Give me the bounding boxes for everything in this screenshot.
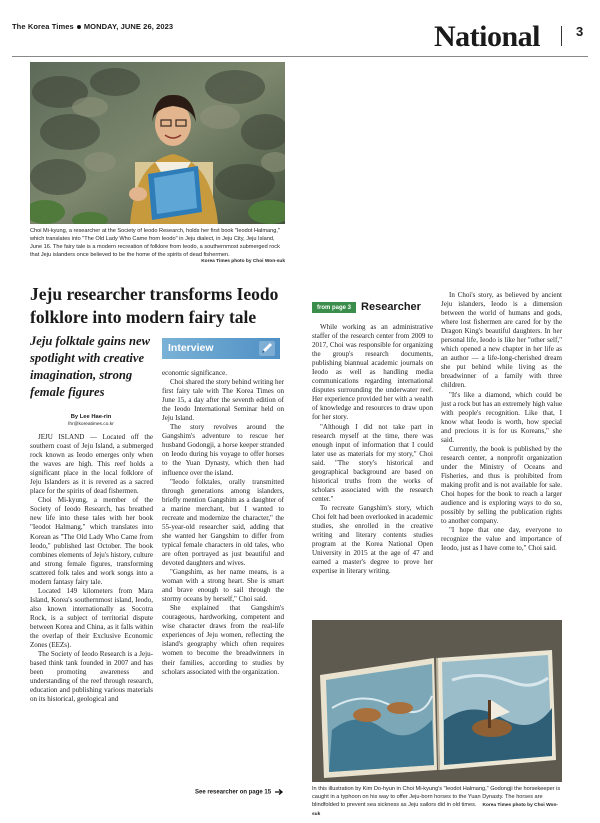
paragraph: "Ieodo folktales, orally transmitted through generations among islanders, briefly mention Gangshim as a daughter of a marine merchant, but I wanted to recreate and modernize the character," the 55-year-old researcher said, adding that she wanted her Gangshim to differ from typical female characters in old tales, who are often portrayed as just beautiful and devoted daughters and wives.	[162, 477, 284, 567]
author-name: By Lee Hae-rin	[70, 414, 112, 420]
banner-label: Interview	[168, 342, 214, 354]
paragraph: She explained that Gangshim's courageous, hardworking, competent and wise character draws from the real-life experiences of Jeju women, reflecting the island's geography which often requires women to become the breadwinners in their families, according to studies by scholars associated with the organization.	[162, 604, 284, 676]
book-illustration-photo	[312, 620, 562, 782]
photo-credit: Korea Times photo by Choi Won-suk	[201, 259, 285, 264]
article-column-1	[30, 433, 153, 704]
paragraph: economic significance.	[162, 369, 227, 377]
issue-date: MONDAY, JUNE 26, 2023	[83, 22, 174, 31]
paragraph: "I hope that one day, everyone to recognize the value and importance of Ieodo, just as I have come to," Choi said.	[441, 526, 562, 553]
book-illustration-image	[312, 620, 562, 782]
photo-credit: Korea Times photo by Choi Won-suk	[312, 803, 558, 817]
paragraph: To recreate Gangshim's story, which Choi felt had been overlooked in academic studies, she enrolled in the creative writing and literary contents studies program at the Korea National Open University in 2015 at the age of 47 and earned a master's degree to prove her expertise in literary writing.	[312, 503, 433, 576]
header-rule	[12, 56, 588, 57]
photo-caption	[30, 227, 285, 266]
paragraph: "It's like a diamond, which could be just a rock but has an extremely high value with people's recognition. Like that, I know what Ieodo is worth, how special and precious it is for us Koreans," she said.	[441, 390, 562, 444]
paper-name: The Korea Times	[12, 22, 74, 31]
bullet-icon	[77, 25, 81, 29]
author-email[interactable]: lhr@koreatimes.co.kr	[68, 422, 114, 427]
continued-note[interactable]	[195, 789, 284, 796]
continuation-header	[312, 298, 421, 312]
paragraph: Choi Mi-kyung, a member of the Society of Ieodo Research, has breathed new life into these tales with her book "Ieodot Halmang," which translates into Korean as "The Old Lady Who Came from Ieodo," published last October. The book combines elements of Jeju's history, culture and strong female figures, transforming scattered folk tales and work songs into a modern fantasy fairy tale.	[30, 496, 153, 586]
paragraph: While working as an administrative staffer of the research center from 2009 to 2017, Choi was responsible for organizing the group's research documents, publishing biannual academic journals on Ieodo as well as handling media communications regarding international disputes surrounding the underwater reef. Her experience provided her with a wealth of knowledge and resources to draw upon for her story.	[312, 323, 433, 422]
pencil-icon	[258, 340, 276, 357]
continued-text: See researcher on page 15	[195, 789, 272, 796]
article-column-2	[162, 369, 284, 677]
paragraph: "Although I did not take part in research myself at the time, there was enough input of information that I could later use as materials for my story," Choi said. "The story's historical and geographical background are based on historical truths from the works of scholars associated with the research center."	[312, 422, 433, 503]
article-column-3	[312, 323, 433, 576]
paragraph: In Choi's story, as believed by ancient Jeju islanders, Ieodo is a dimension between the world of humans and gods, where lost fishermen are cared for by the Dragon King's beautiful daughters. In her personal life, Ieodo is like her "other self," which opened a new chapter in her life as an author — a life-long-cherished dream she put behind while living as the breadwinner of a family with three children.	[441, 291, 562, 390]
caption-text: Choi Mi-kyung, a researcher at the Society of Ieodo Research, holds her first book "Ieodot Halmang," which translates into "The Old Lady Who Came from Ieodo" in Jeju dialect, in Jeju City, Jeju Island, June 16. The fairy tale is a modern recreation of folklore from Ieodo, a southernmost submerged rock that Jeju islanders once believed to be the home of the spirits of dead fishermen.	[30, 228, 280, 258]
byline	[30, 414, 152, 427]
paragraph: Choi shared the story behind writing her first fairy tale with The Korea Times on June 15, a day after the seventh edition of the Ieodo International Seminar held on Jeju Island.	[162, 378, 284, 423]
researcher-photo-image	[30, 62, 285, 224]
paragraph: The story revolves around the Gangshim's adventure to rescue her husband Godongji, a horse keeper stranded on Ieodo during his voyage to offer horses to the Yuan Dynasty, which then had influence over the island.	[162, 423, 284, 477]
divider	[561, 26, 562, 46]
paragraph: Located 149 kilometers from Mara Island, Korea's southernmost island, Ieodo, also known internationally as Socotra Rock, is a subject of territorial dispute between Korea and China, as it falls within the overlap of their Exclusive Economic Zones (EEZs).	[30, 586, 153, 650]
illustration-caption	[312, 785, 562, 819]
article-headline: Jeju researcher transforms Ieodo folklore into modern fairy tale	[30, 284, 279, 327]
paragraph: "Gangshim, as her name means, is a woman with a strong heart. She is smart and brave enough to sail through the stormy oceans by herself," Choi said.	[162, 568, 284, 604]
paragraph: Currently, the book is published by the research center, a nonprofit organization under the Ministry of Oceans and Fisheries, and thus is prohibited from making profit and is not available for sale. Choi hopes for the book to reach a larger audience and is exploring ways to do so, possibly by selling the publication rights to another company.	[441, 444, 562, 526]
arrow-right-icon	[275, 789, 284, 795]
researcher-photo	[30, 62, 285, 224]
page-number: 3	[576, 24, 584, 39]
interview-banner	[162, 338, 280, 359]
paragraph: The Society of Ieodo Research is a Jeju-based think tank founded in 2007 and has been promoting awareness and understanding of the reef through research, education and publishing various materials on its historical, geological and	[30, 650, 153, 704]
section-title: National	[434, 20, 541, 53]
article-column-4	[441, 291, 562, 553]
caption-text: In this illustration by Kim Do-hyun in Choi Mi-kyung's "Ieodot Halmang," Godongji the horsekeeper is caught in a typhoon on his way to offer Jeju-born horses to the Yuan Dynasty. The horses are blindfolded to prevent sea sickness as Jeju sailors did in old times.	[312, 786, 561, 808]
masthead	[12, 22, 173, 31]
article-subhead: Jeju folktale gains new spotlight with creative imagination, strong female figures	[30, 334, 150, 399]
paragraph: JEJU ISLAND — Located off the southern coast of Jeju Island, a submerged rock known as Ieodo emerges only when the waves are high. This reef holds a significant place in the local folklore of Jeju Islanders as it is revered as a sacred place for the spirits of dead fishermen.	[30, 433, 153, 496]
from-page-tag: from page 3	[312, 302, 356, 313]
continuation-title: Researcher	[361, 301, 421, 314]
